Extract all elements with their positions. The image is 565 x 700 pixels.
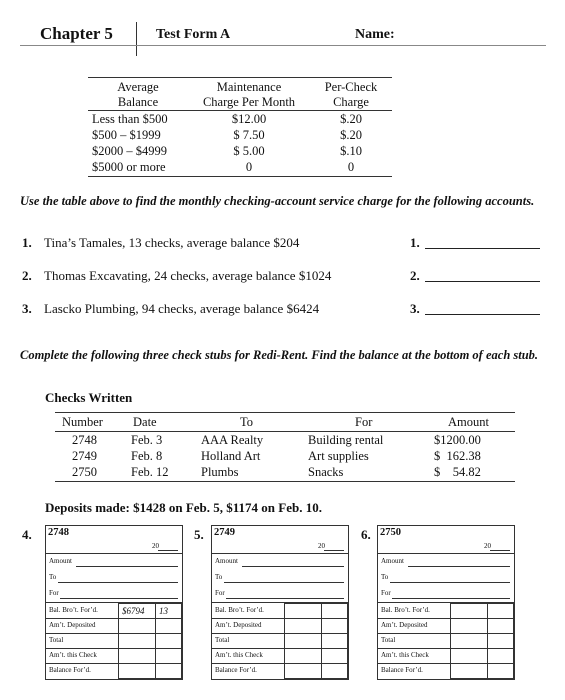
col-header-number: Number <box>62 415 103 429</box>
cell-maintenance: $ 5.00 <box>233 144 265 158</box>
stub-to-label: To <box>49 573 57 581</box>
stub-grid-row <box>378 633 514 634</box>
cell-balance: $2000 – $4999 <box>92 144 167 158</box>
cell-per-check: $.20 <box>340 128 362 142</box>
check-purpose: Building rental <box>308 433 384 447</box>
check-amount: $1200.00 <box>434 433 481 447</box>
question-text: Thomas Excavating, 24 checks, average balance $1024 <box>44 268 332 283</box>
stub-amount-grid[interactable] <box>450 603 514 679</box>
cell-per-check: $.10 <box>340 144 362 158</box>
stub-bal-brot-label: Bal. Bro’t. For’d. <box>215 606 264 614</box>
stub-to-blank[interactable] <box>224 582 344 583</box>
stub-year-blank[interactable] <box>324 550 344 551</box>
stub-grid-row <box>46 648 182 649</box>
stub-amount-label: Amount <box>49 557 72 565</box>
stub-bal-dollars: $6794 <box>122 606 145 616</box>
instructions-service-charge: Use the table above to find the monthly checking-account service charge for the following accounts. <box>20 194 535 208</box>
header-divider <box>136 22 137 56</box>
check-stub-2750 <box>377 525 515 680</box>
header-line: Maintenance <box>216 80 282 94</box>
cell-balance: $5000 or more <box>92 160 166 174</box>
stub-for-blank[interactable] <box>392 598 510 599</box>
question-number: 2. <box>22 268 32 283</box>
col-header-date: Date <box>133 415 157 429</box>
question-number: 1. <box>22 235 32 250</box>
stub-for-label: For <box>215 589 225 597</box>
stub-bal-brot-label: Bal. Bro’t. For’d. <box>49 606 98 614</box>
checks-bottom-rule <box>55 481 515 482</box>
stub-total-label: Total <box>215 636 230 644</box>
stub-cents-divider <box>321 603 322 678</box>
stub-this-check-label: Am’t. this Check <box>215 651 263 659</box>
header-average-balance <box>90 80 186 110</box>
col-header-to: To <box>240 415 254 429</box>
stub-bal-ford-label: Balance For’d. <box>215 666 257 674</box>
stub-this-check-label: Am’t. this Check <box>381 651 429 659</box>
stub-year-label: 20 <box>484 542 491 550</box>
check-stub-2749 <box>211 525 349 680</box>
check-purpose: Art supplies <box>308 449 369 463</box>
stub-year-label: 20 <box>318 542 325 550</box>
check-stub-2748 <box>45 525 183 680</box>
stub-check-number: 2749 <box>214 527 235 538</box>
stub-grid-row <box>212 663 348 664</box>
stub-bal-cents: 13 <box>159 606 168 616</box>
name-label: Name: <box>355 27 395 42</box>
stub-check-number: 2750 <box>380 527 401 538</box>
stub-year-blank[interactable] <box>490 550 510 551</box>
answer-number: 2. <box>410 268 420 283</box>
stub-amount-label: Amount <box>215 557 238 565</box>
stub-grid-row <box>46 663 182 664</box>
header-line: Average <box>117 80 159 94</box>
header-rule <box>20 45 546 46</box>
cell-balance: Less than $500 <box>92 112 168 126</box>
stub-deposited-label: Am’t. Deposited <box>215 621 262 629</box>
question-number: 3. <box>22 301 32 316</box>
question-text: Lascko Plumbing, 94 checks, average balance $6424 <box>44 301 320 316</box>
stub-to-blank[interactable] <box>58 582 178 583</box>
cell-maintenance: $ 7.50 <box>233 128 265 142</box>
stub-grid-row <box>212 648 348 649</box>
check-date: Feb. 3 <box>131 433 163 447</box>
cell-balance: $500 – $1999 <box>92 128 161 142</box>
problem-number: 6. <box>361 527 371 542</box>
stub-this-check-label: Am’t. this Check <box>49 651 97 659</box>
check-date: Feb. 8 <box>131 449 163 463</box>
checks-written-title: Checks Written <box>45 390 133 405</box>
stub-divider <box>378 553 514 554</box>
stub-grid-row <box>46 618 182 619</box>
stub-total-label: Total <box>49 636 64 644</box>
check-amount: $ 162.38 <box>434 449 481 463</box>
cell-per-check: 0 <box>347 160 355 174</box>
problem-number: 4. <box>22 527 32 542</box>
check-date: Feb. 12 <box>131 465 169 479</box>
check-number: 2749 <box>72 449 97 463</box>
stub-grid-row <box>46 633 182 634</box>
answer-blank-2[interactable] <box>425 281 540 282</box>
stub-cents-divider <box>155 603 156 678</box>
answer-number: 3. <box>410 301 420 316</box>
header-line: Charge Per Month <box>202 95 296 109</box>
stub-year-label: 20 <box>152 542 159 550</box>
check-payee: Holland Art <box>201 449 261 463</box>
cell-maintenance: 0 <box>245 160 253 174</box>
check-payee: AAA Realty <box>201 433 264 447</box>
deposits-made: Deposits made: $1428 on Feb. 5, $1174 on Feb. 10. <box>45 500 322 515</box>
stub-for-blank[interactable] <box>226 598 344 599</box>
stub-to-label: To <box>381 573 389 581</box>
check-number: 2748 <box>72 433 97 447</box>
stub-to-label: To <box>215 573 223 581</box>
header-line: Balance <box>117 95 159 109</box>
stub-bal-ford-label: Balance For’d. <box>49 666 91 674</box>
stub-grid-row <box>378 618 514 619</box>
check-payee: Plumbs <box>201 465 239 479</box>
stub-divider <box>46 553 182 554</box>
stub-deposited-label: Am’t. Deposited <box>49 621 96 629</box>
stub-divider <box>212 553 348 554</box>
check-amount: $ 54.82 <box>434 465 481 479</box>
header-line: Charge <box>333 95 369 109</box>
stub-amount-blank[interactable] <box>408 566 510 567</box>
stub-deposited-label: Am’t. Deposited <box>381 621 428 629</box>
header-maintenance-charge <box>193 80 305 110</box>
stub-amount-blank[interactable] <box>242 566 344 567</box>
stub-year-blank[interactable] <box>158 550 178 551</box>
table-bottom-rule <box>88 176 392 177</box>
stub-total-label: Total <box>381 636 396 644</box>
test-form-label: Test Form A <box>156 27 231 42</box>
stub-grid-row <box>212 633 348 634</box>
table-top-rule <box>88 77 392 78</box>
stub-bal-ford-label: Balance For’d. <box>381 666 423 674</box>
stub-for-blank[interactable] <box>60 598 178 599</box>
chapter-title: Chapter 5 <box>40 24 113 43</box>
stub-amount-label: Amount <box>381 557 404 565</box>
stub-for-label: For <box>381 589 391 597</box>
stub-bal-brot-label: Bal. Bro’t. For’d. <box>381 606 430 614</box>
answer-number: 1. <box>410 235 420 250</box>
stub-amount-blank[interactable] <box>76 566 178 567</box>
stub-to-blank[interactable] <box>390 582 510 583</box>
answer-blank-1[interactable] <box>425 248 540 249</box>
header-line: Per-Check <box>324 80 378 94</box>
answer-blank-3[interactable] <box>425 314 540 315</box>
stub-grid-row <box>212 618 348 619</box>
col-header-amount: Amount <box>448 415 489 429</box>
problem-number: 5. <box>194 527 204 542</box>
stub-cents-divider <box>487 603 488 678</box>
question-text: Tina’s Tamales, 13 checks, average balance $204 <box>44 235 300 250</box>
cell-per-check: $.20 <box>340 112 362 126</box>
stub-check-number: 2748 <box>48 527 69 538</box>
stub-grid-row <box>378 648 514 649</box>
stub-grid-row <box>378 663 514 664</box>
checks-top-rule <box>55 412 515 413</box>
instructions-check-stubs: Complete the following three check stubs for Redi-Rent. Find the balance at the bottom of each stub. <box>20 348 539 362</box>
check-number: 2750 <box>72 465 97 479</box>
header-per-check-charge <box>312 80 390 110</box>
stub-for-label: For <box>49 589 59 597</box>
stub-amount-grid[interactable] <box>284 603 348 679</box>
cell-maintenance: $12.00 <box>231 112 267 126</box>
check-purpose: Snacks <box>308 465 344 479</box>
col-header-for: For <box>355 415 373 429</box>
